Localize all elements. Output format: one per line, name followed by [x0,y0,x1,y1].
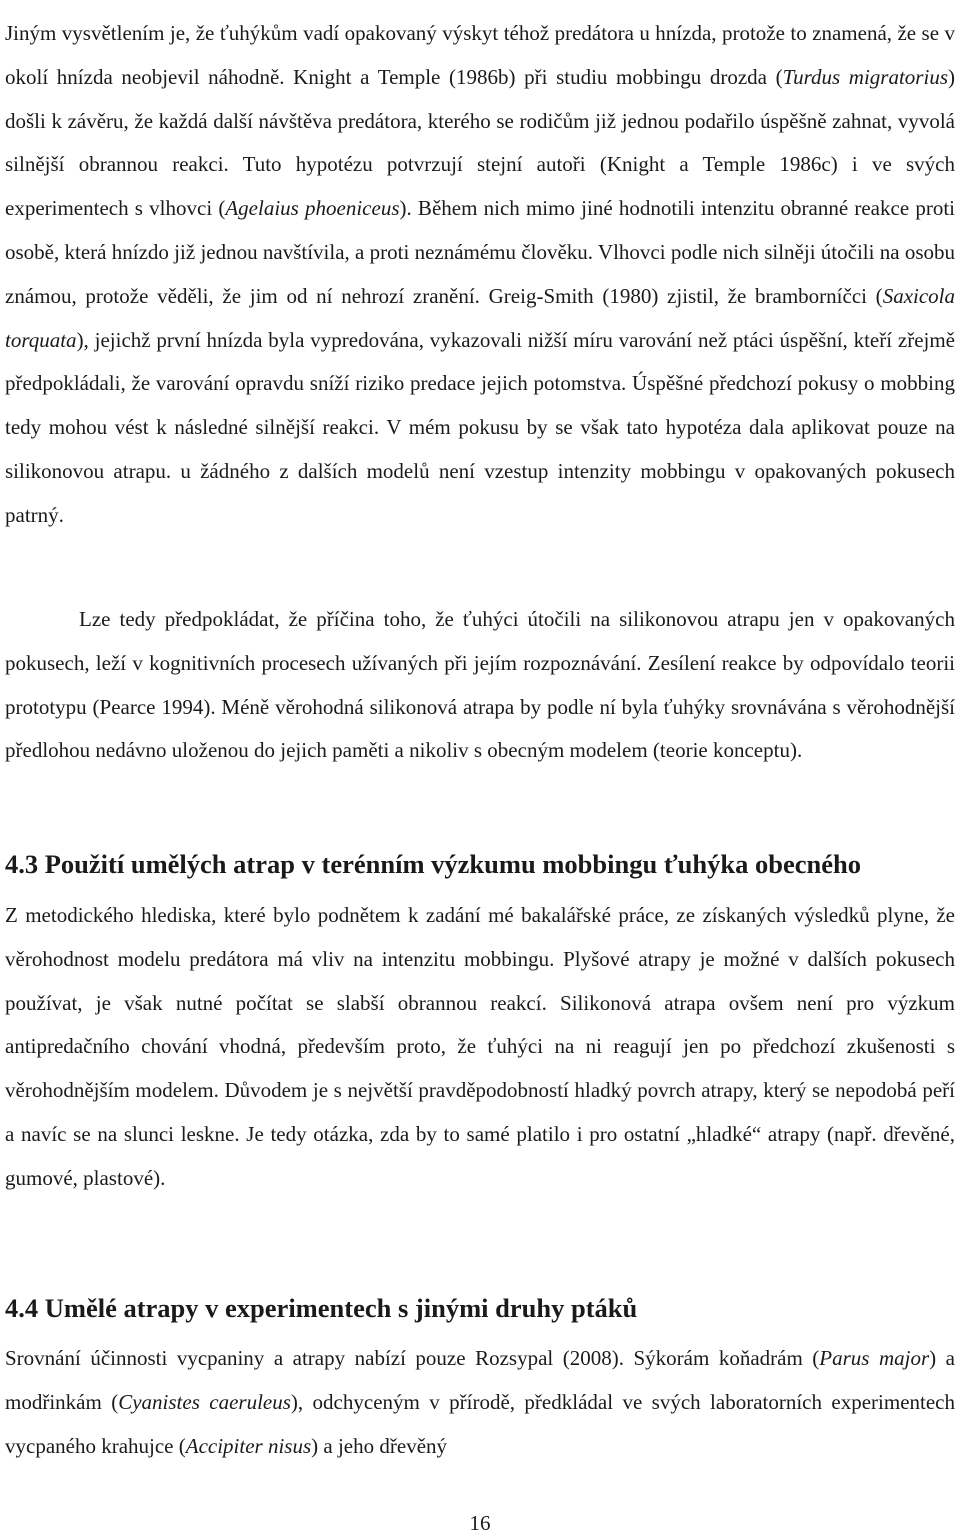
text-run: Srovnání účinnosti vycpaniny a atrapy nabízí pouze Rozsypal (2008). Sýkorám koňadrám ( [5,1346,820,1370]
species-name: Cyanistes caeruleus [118,1389,291,1414]
text-run: ). Během nich mimo jiné hodnotili intenzitu obranné reakce proti osobě, která hnízdo již jednou navštívila, a proti neznámému člověku. Vlhovci podle nich silněji útočili na osobu známou, protože věděli, že jim od ní nehrozí zranění. Greig-Smith (1980) zjistil, že bramborníčci ( [5,196,955,308]
text-run: ) a modřinkám ( [5,1346,955,1414]
species-name: Agelaius phoeniceus [225,196,400,221]
body-paragraph [5,12,955,538]
species-name: Turdus migratorius [782,64,948,89]
body-paragraph [5,1337,955,1468]
text-run: Jiným vysvětlením je, že ťuhýkům vadí opakovaný výskyt téhož predátora u hnízda, protože to znamená, že se v okolí hnízda neobjevil náhodně. Knight a Temple (1986b) při studiu mobbingu drozda ( [5,21,955,89]
text-run: ), odchyceným v přírodě, předkládal ve svých laboratorních experimentech vycpaného krahujce ( [5,1389,955,1458]
text-run: Lze tedy předpokládat, že příčina toho, že ťuhýci útočili na silikonovou atrapu jen v opakovaných pokusech, leží v kognitivních procesech užívaných při jejím rozpoznávání. Zesílení reakce by odpovídalo teorii prototypu (Pearce 1994). Méně věrohodná silikonová atrapa by podle ní byla ťuhýky srovnávána s věrohodnější předlohou nedávno uloženou do jejich paměti a nikoliv s obecným modelem (teorie konceptu). [5,607,955,763]
text-run: ) a jeho dřevěný [311,1433,448,1458]
species-name: Parus major [819,1346,930,1370]
species-name: Saxicola torquata [5,283,955,352]
section-heading: 4.3 Použití umělých atrap v terénním výzkumu mobbingu ťuhýka obecného [5,849,861,879]
text-run: Z metodického hlediska, které bylo podnětem k zadání mé bakalářské práce, ze získaných výsledků plyne, že věrohodnost modelu predátora má vliv na intenzitu mobbingu. Plyšové atrapy je možné v dalších pokusech používat, je však nutné počítat se slabší obrannou reakcí. Silikonová atrapa ovšem není pro výzkum antipredačního chování vhodná, především proto, že ťuhýci na ni reagují jen po předchozí zkušenosti s věrohodnějším modelem. Důvodem je s největší pravděpodobností hladký povrch atrapy, který se nepodobá peří a navíc se na slunci leskne. Je tedy otázka, zda by to samé platilo i pro ostatní „hladké“ atrapy (např. dřevěné, gumové, plastové). [5,903,955,1190]
body-paragraph [5,598,955,773]
species-name: Accipiter nisus [185,1433,312,1458]
page-number: 16 [469,1511,491,1535]
text-run: ), jejichž první hnízda byla vypredována, vykazovali nižší míru varování než ptáci úspěšní, kteří zřejmě předpokládali, že varování opravdu sníží riziko predace jejich potomstva. Úspěšné předchozí pokusy o mobbing tedy mohou vést k následné silnější reakci. V mém pokusu by se však tato hypotéza dala aplikovat pouze na silikonovou atrapu. u žádného z dalších modelů není vzestup intenzity mobbingu v opakovaných pokusech patrný. [5,327,955,527]
section-heading: 4.4 Umělé atrapy v experimentech s jinými druhy ptáků [5,1293,638,1323]
body-paragraph [5,894,955,1201]
text-run: ) došli k závěru, že každá další návštěva predátora, kterého se rodičům již jednou podařilo úspěšně zahnat, vyvolá silnější obrannou reakci. Tuto hypotézu potvrzují stejní autoři (Knight a Temple 1986c) i ve svých experimentech s vlhovci ( [5,64,955,221]
